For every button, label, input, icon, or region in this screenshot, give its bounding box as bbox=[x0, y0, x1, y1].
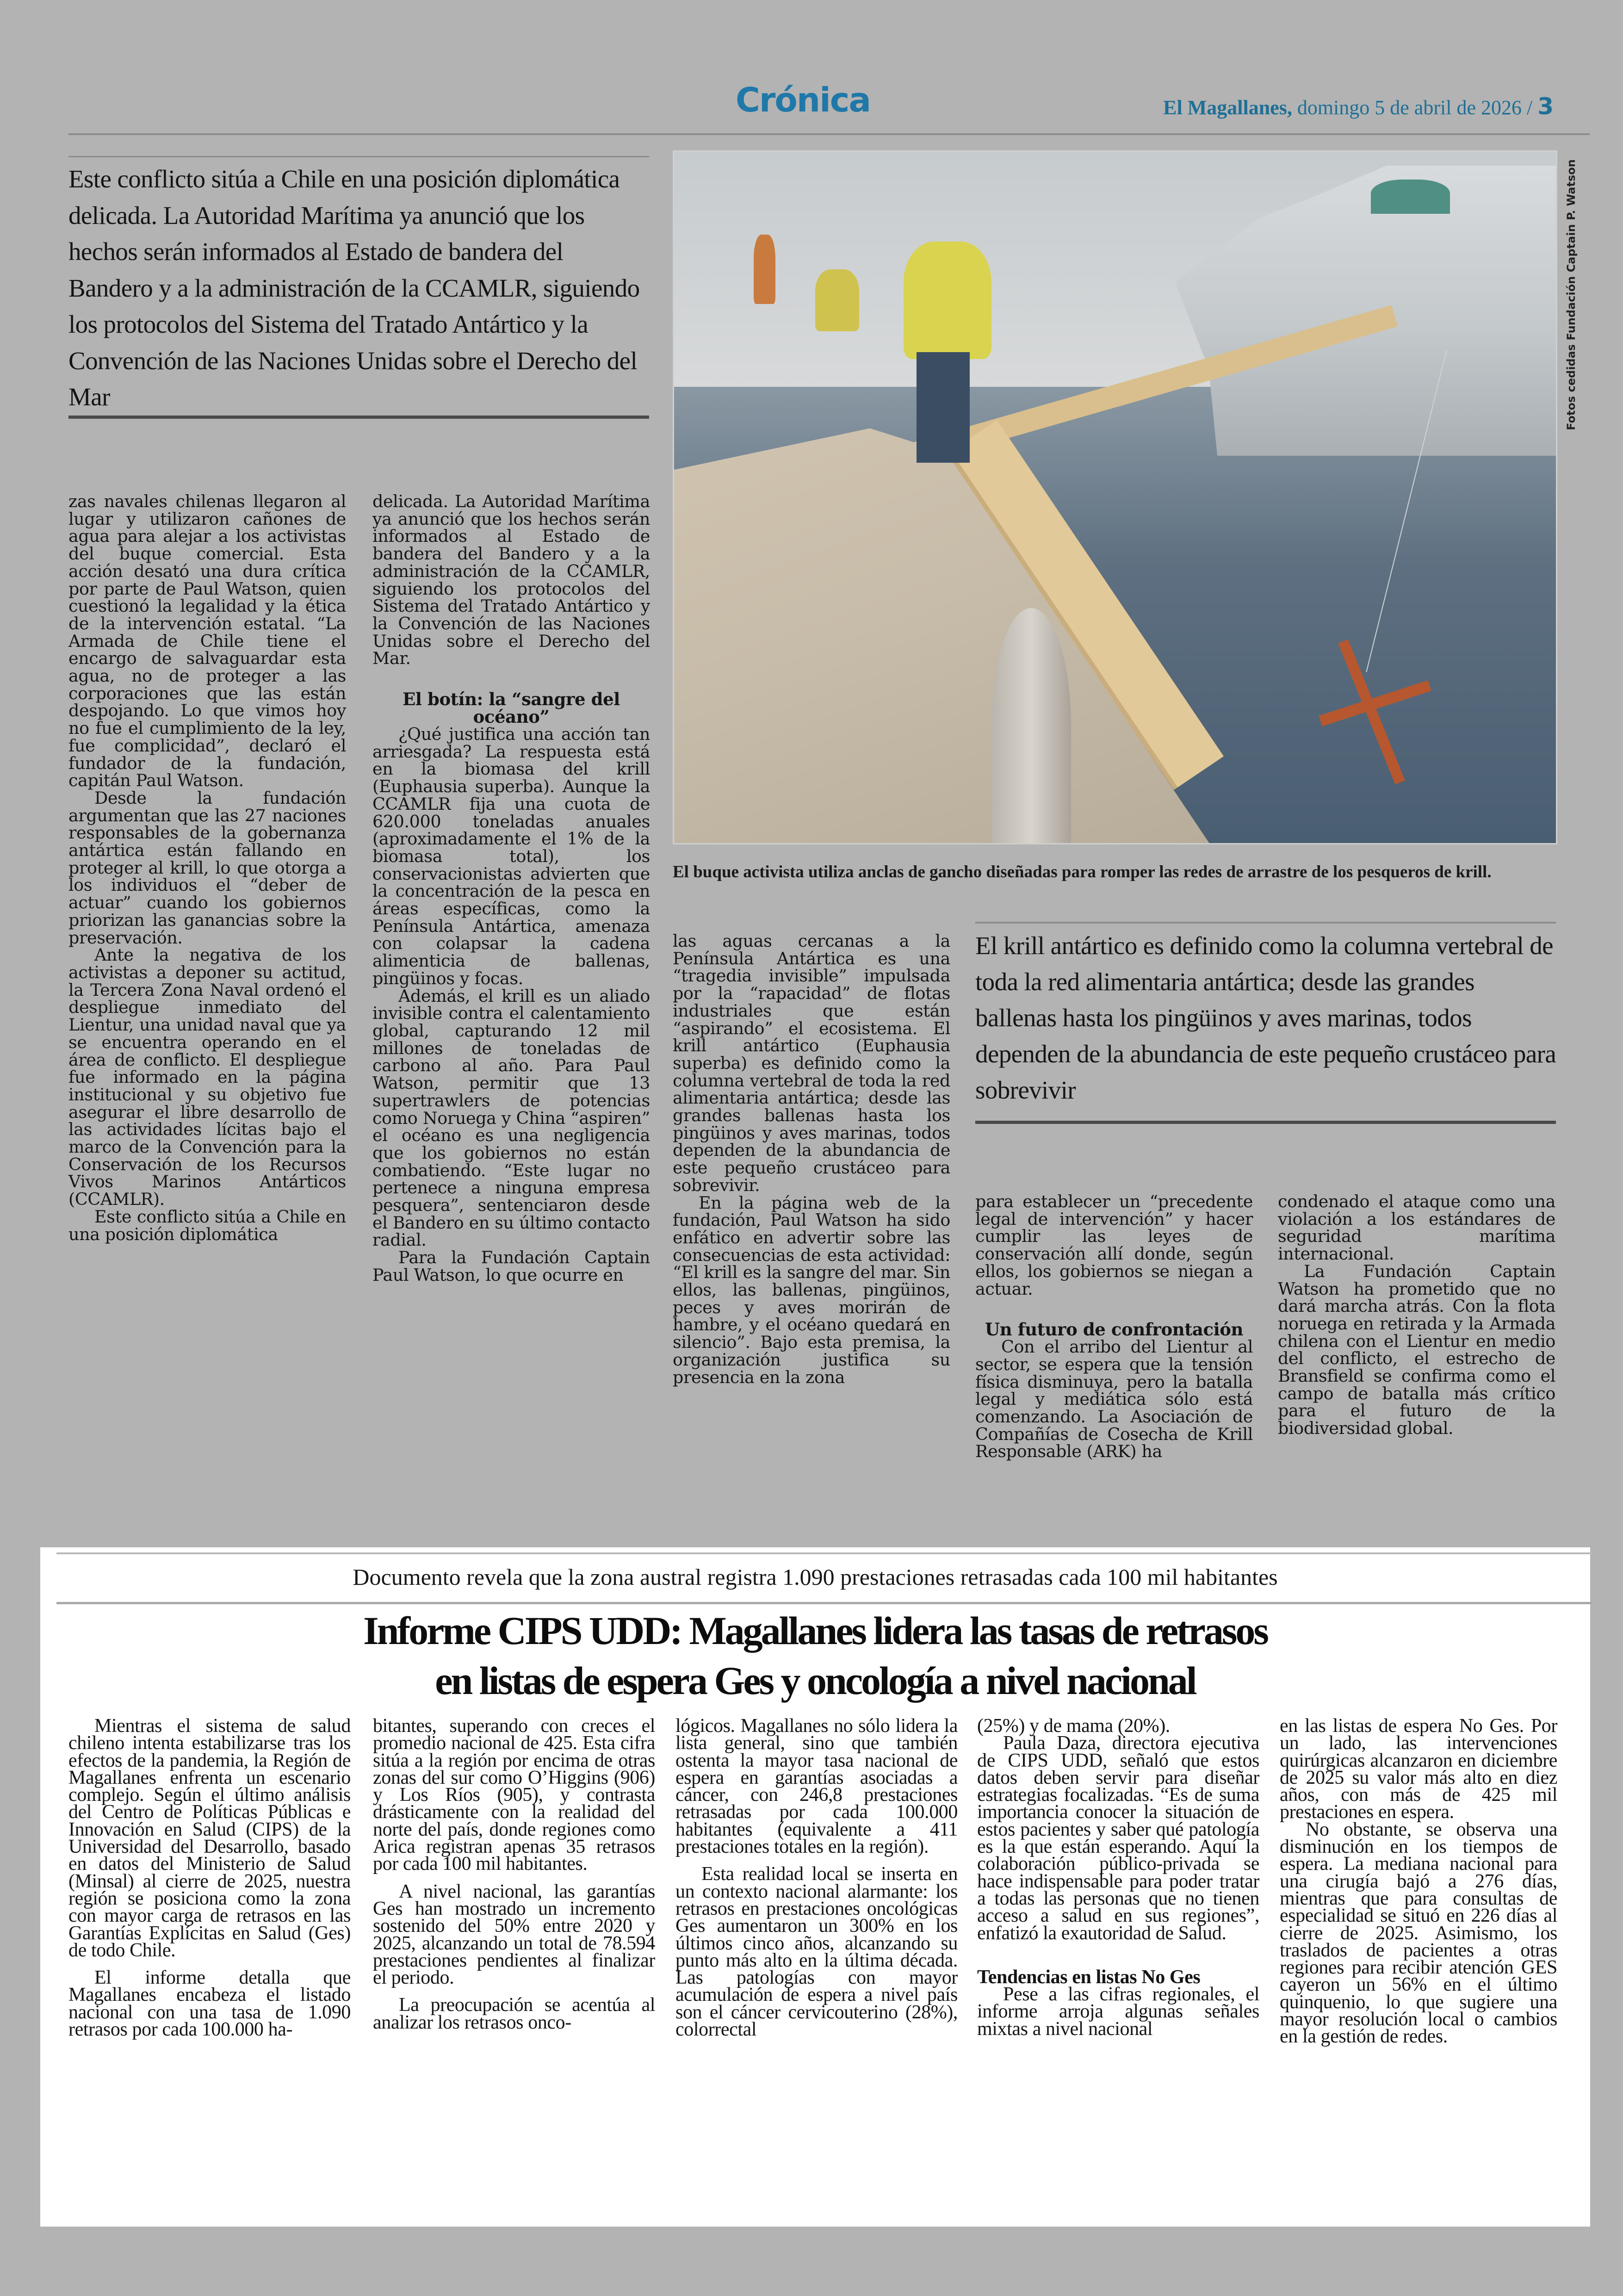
bottom-column-3 bbox=[675, 1715, 958, 2041]
photo-activist bbox=[815, 269, 859, 331]
article-column-5 bbox=[1278, 1193, 1555, 1437]
paragraph: ¿Qué justifica una acción tan arriesgada? La respuesta está en la biomasa del krill (Euphausia superba). Aunque la CCAMLR fija una cuota de 620.000 toneladas anuales (aproximadamente el 1% de la biomasa total), los conservacionistas advierten que la concentración de la pesca en áreas específicas, como la Península Antártica, amenaza con colapsar la cadena alimenticia de ballenas, pingüinos y focas. bbox=[372, 724, 650, 988]
article-column-4 bbox=[975, 1193, 1253, 1460]
paragraph: en las listas de espera No Ges. Por un lado, las intervenciones quirúrgicas alcanzaron en diciembre de 2025 su valor más alto en diez años, con más de 425 mil prestaciones en espera. bbox=[1280, 1715, 1557, 1823]
kicker-bottom-rule bbox=[56, 1602, 1592, 1604]
folio-separator: / bbox=[1521, 96, 1538, 119]
paragraph: Esta realidad local se inserta en un contexto nacional alarmante: los retrasos en prestaciones oncológicas Ges aumentaron un 300% en los últimos cinco años, alcanzando su punto más alto en la última década. Las patologías con mayor acumulación de espera a nivel país son el cáncer cervicouterino (28%), colorrectal bbox=[675, 1863, 958, 2041]
paragraph: A nivel nacional, las garantías Ges han mostrado un incremento sostenido del 50% entre 2020 y 2025, alcanzando un total de 78.594 prestaciones pendientes al finalizar el periodo. bbox=[373, 1880, 655, 1989]
paragraph: Este conflicto sitúa a Chile en una posición diplomática bbox=[68, 1206, 346, 1244]
photo-activist-legs bbox=[917, 352, 969, 463]
newspaper-name: El Magallanes, bbox=[1163, 96, 1292, 119]
article-column-1 bbox=[68, 493, 346, 1243]
pull-quote-mid: El krill antártico es definido como la columna vertebral de toda la red alimentaria antártica; desde las grandes ballenas hasta los pingüinos y aves marinas, todos dependen de la abundancia de este pequeño crustáceo para sobrevivir bbox=[975, 931, 1556, 1104]
paragraph: Mientras el sistema de salud chileno intenta estabilizarse tras los efectos de la pandemia, la Región de Magallanes enfrenta un escenario complejo. Según el último análisis del Centro de Políticas Públicas e Innovación en Salud (CIPS) de la Universidad del Desarrollo, basado en datos del Ministerio de Salud (Minsal) al cierre de 2025, nuestra región se posiciona como la zona con mayor carga de retrasos en las Garantías Explícitas en Salud (Ges) de todo Chile. bbox=[68, 1715, 351, 1961]
bottom-column-1 bbox=[68, 1715, 351, 2041]
photo-bollard bbox=[991, 608, 1071, 843]
paragraph: zas navales chilenas llegaron al lugar y utilizaron cañones de agua para alejar a los activistas del buque comercial. Esta acción desató una dura crítica por parte de Paul Watson, quien cuestionó la legalidad y la ética de la intervención estatal. “La Armada de Chile tiene el encargo de salvaguardar esta agua, no de proteger a las corporaciones que las están despojando. Lo que vimos hoy no fue el cumplimiento de la ley, fue complicidad”, declaró el fundador de la fundación, capitán Paul Watson. bbox=[68, 491, 346, 791]
paragraph: para establecer un “precedente legal de intervención” y hacer cumplir las leyes de conservación allí donde, según ellos, los gobiernos se niegan a actuar. bbox=[975, 1191, 1253, 1299]
pull-quote-top: Este conflicto sitúa a Chile en una posición diplomática delicada. La Autoridad Marítima ya anunció que los hechos serán informados al Estado de bandera del Bandero y a la administración de la CCAMLR, siguiendo los protocolos del Sistema del Tratado Antártico y la Convención de las Naciones Unidas sobre el Derecho del Mar bbox=[68, 165, 640, 411]
paragraph: La Fundación Captain Watson ha prometido que no dará marcha atrás. Con la flota noruega en retirada y la Armada chilena con el Lientur en medio del conflicto, el estrecho de Bransfield se confirma como el campo de batalla más crítico para el futuro de la biodiversidad global. bbox=[1278, 1261, 1555, 1439]
paragraph: No obstante, se observa una disminución en los tiempos de espera. La mediana nacional para una cirugía bajó a 276 días, mientras que para consultas de especialidad se situó en 226 días al cierre de 2025. Asimismo, los traslados de pacientes a otras regiones para recibir atención GES cayeron un 56% en el último quinquenio, lo que sugiere una mayor resolución local o cambios en la gestión de redes. bbox=[1280, 1818, 1557, 2048]
paragraph: Para la Fundación Captain Paul Watson, lo que ocurre en bbox=[372, 1247, 650, 1285]
paragraph: Con el arribo del Lientur al sector, se espera que la tensión física disminuya, pero la batalla legal y mediática sólo está comenzando. La Asociación de Compañías de Cosecha de Krill Responsable (ARK) ha bbox=[975, 1337, 1253, 1462]
issue-date: domingo 5 de abril de 2026 bbox=[1292, 96, 1522, 119]
paragraph: lógicos. Magallanes no sólo lidera la lista general, sino que también ostenta la mayor tasa nacional de espera en garantías asociadas a cáncer, con 246,8 prestaciones retrasadas por cada 100.000 habitantes (equivalente a 411 prestaciones totales en la región). bbox=[675, 1715, 958, 1858]
paragraph: En la página web de la fundación, Paul Watson ha sido enfático en advertir sobre las consecuencias de esta actividad: “El krill es la sangre del mar. Sin ellos, las ballenas, pingüinos, peces y aves morirán de hambre, y el océano quedará en silencio”. Bajo esta premisa, la organización justifica su presencia en la zona bbox=[673, 1192, 950, 1387]
page-number: 3 bbox=[1537, 93, 1554, 120]
subheading: Tendencias en listas No Ges bbox=[977, 1966, 1201, 1988]
pull-quote-mid-bottom-rule bbox=[975, 1121, 1556, 1124]
paragraph: Desde la fundación argumentan que las 27 naciones responsables de la gobernanza antártica están fallando en proteger al krill, lo que otorga a los individuos el “deber de actuar” cuando los gobiernos priorizan las ganancias sobre la preservación. bbox=[68, 788, 346, 948]
bottom-column-4 bbox=[977, 1715, 1259, 2040]
bottom-column-5 bbox=[1280, 1715, 1557, 2048]
section-title: Crónica bbox=[736, 81, 871, 119]
subheading: El botín: la “sangre del océano” bbox=[403, 689, 620, 727]
pull-quote-mid-rule bbox=[975, 922, 1556, 924]
photo-activist bbox=[904, 242, 992, 359]
paragraph: Ante la negativa de los activistas a deponer su actitud, la Tercera Zona Naval ordenó el despliegue inmediato del Lientur, una unidad naval que ya se encuentra operando en el área de conflicto. El despliegue fue informado en la página institucional y su objetivo fue asegurar el libre desarrollo de las actividades lícitas bajo el marco de la Convención para la Conservación de los Recursos Vivos Marinos Antárticos (CCAMLR). bbox=[68, 945, 346, 1210]
paragraph: bitantes, superando con creces el promedio nacional de 425. Esta cifra sitúa a la región por encima de otras zonas del sur como O’Higgins (906) y Los Ríos (905), y contrasta drásticamente con la realidad del norte del país, donde regiones como Arica registran apenas 35 retrasos por cada 100 mil habitantes. bbox=[373, 1715, 655, 1875]
paragraph: Además, el krill es un aliado invisible contra el calentamiento global, capturando 12 mil millones de toneladas de carbono al año. Para Paul Watson, permitir que 13 supertrawlers de potencias como Noruega y China “aspiren” el océano es una negligencia que los gobiernos no están combatiendo. “Este lugar no pertenece a ninguna empresa pesquera”, sentenciaron desde el Bandero en su último contacto radial. bbox=[372, 986, 650, 1250]
paragraph: condenado el ataque como una violación a los estándares de seguridad marítima internacional. bbox=[1278, 1191, 1555, 1264]
photo-activist bbox=[754, 235, 776, 304]
header-rule bbox=[68, 133, 1590, 135]
pull-quote-top-bottom-rule bbox=[68, 416, 649, 419]
subheading: Un futuro de confrontación bbox=[985, 1319, 1244, 1340]
paragraph: delicada. La Autoridad Marítima ya anunció que los hechos serán informados al Estado de bandera del Bandero y a la administración de la CCAMLR, siguiendo los protocolos del Sistema del Tratado Antártico y la Convención de las Naciones Unidas sobre el Derecho del Mar. bbox=[372, 491, 650, 669]
article-column-2 bbox=[372, 493, 650, 1284]
article-column-3 bbox=[673, 932, 950, 1386]
photo-caption: El buque activista utiliza anclas de gancho diseñadas para romper las redes de arrastre de los pesqueros de krill. bbox=[673, 863, 1492, 881]
bottom-column-2 bbox=[373, 1715, 655, 2033]
paragraph: El informe detalla que Magallanes encabeza el listado nacional con una tasa de 1.090 retrasos por cada 100.000 ha- bbox=[68, 1967, 351, 2041]
paragraph: La preocupación se acentúa al analizar los retrasos onco- bbox=[373, 1994, 655, 2033]
photo-credit: Fotos cedidas Fundación Captain P. Watson bbox=[1565, 159, 1578, 430]
paragraph: (25%) y de mama (20%). bbox=[977, 1715, 1170, 1737]
paragraph: Paula Daza, directora ejecutiva de CIPS UDD, señaló que estos datos deben servir para diseñar estrategias focalizadas. “Es de suma importancia conocer la situación de estos pacientes y saber qué patología es la que están esperando. Aquí la colaboración público-privada se hace indispensable para poder tratar a todas las personas que no tienen acceso a salud en sus regiones”, enfatizó la exautoridad de Salud. bbox=[977, 1732, 1259, 1944]
paragraph: Pese a las cifras regionales, el informe arroja algunas señales mixtas a nivel nacional bbox=[977, 1984, 1259, 2040]
photo-ship-net-drum bbox=[1371, 180, 1450, 214]
news-photo bbox=[673, 150, 1557, 844]
headline bbox=[40, 1606, 1590, 1706]
kicker: Documento revela que la zona austral registra 1.090 prestaciones retrasadas cada 100 mil habitantes bbox=[353, 1564, 1278, 1590]
headline-line-2: en listas de espera Ges y oncología a nivel nacional bbox=[435, 1658, 1196, 1703]
headline-line-1: Informe CIPS UDD: Magallanes lidera las tasas de retrasos bbox=[363, 1608, 1267, 1653]
folio bbox=[1163, 95, 1554, 118]
paragraph: las aguas cercanas a la Península Antártica es una “tragedia invisible” impulsada por la “rapacidad” de flotas industriales que están “aspirando” el ecosistema. El krill antártico (Euphausia superba) es definido como la columna vertebral de toda la red alimentaria antártica; desde las grandes ballenas hasta los pingüinos y aves marinas, todos dependen de la abundancia de este pequeño crustáceo para sobrevivir. bbox=[673, 931, 950, 1195]
pull-quote-top-rule bbox=[68, 156, 649, 157]
kicker-top-rule bbox=[56, 1552, 1592, 1554]
